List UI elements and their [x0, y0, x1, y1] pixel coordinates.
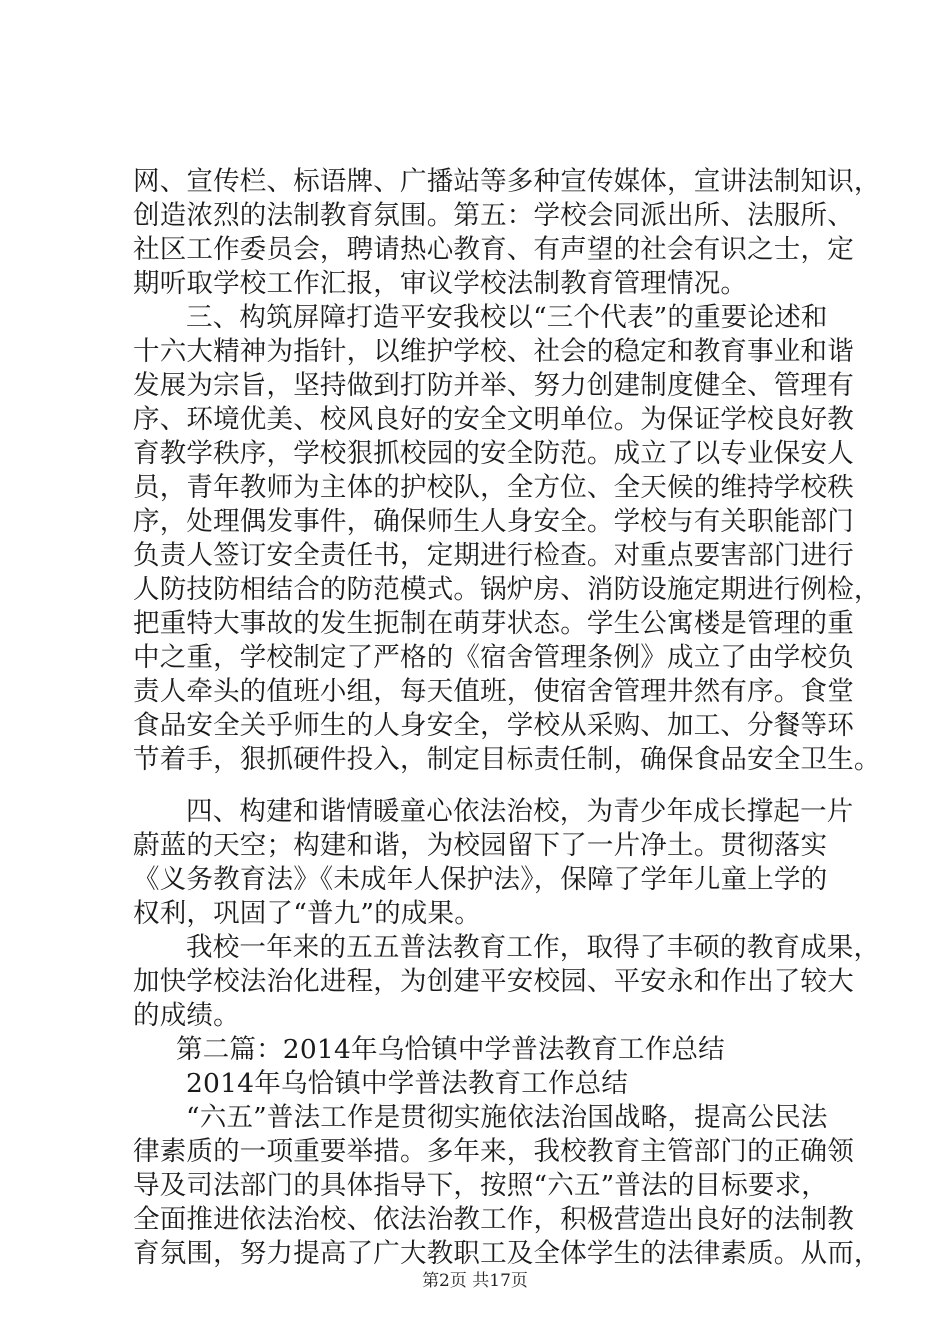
- text-line: 网、宣传栏、标语牌、广播站等多种宣传媒体，宣讲法制知识，: [133, 166, 881, 197]
- text-line: 期听取学校工作汇报，审议学校法制教育管理情况。: [133, 268, 748, 299]
- text-line: 节着手，狠抓硬件投入，制定目标责任制，确保食品安全卫生。: [133, 744, 881, 775]
- text-line: 我校一年来的五五普法教育工作，取得了丰硕的教育成果，: [186, 932, 881, 963]
- text-line: 四、构建和谐情暖童心依法治校，为青少年成长撑起一片: [186, 796, 854, 827]
- section-subheading: 2014年乌恰镇中学普法教育工作总结: [186, 1068, 629, 1099]
- text-line: “六五”普法工作是贯彻实施依法治国战略，提高公民法: [186, 1102, 828, 1133]
- text-line: 发展为宗旨，坚持做到打防并举、努力创建制度健全、管理有: [133, 370, 854, 401]
- text-line: 律素质的一项重要举措。多年来，我校教育主管部门的正确领: [133, 1136, 854, 1167]
- section-heading: 第二篇：2014年乌恰镇中学普法教育工作总结: [176, 1034, 725, 1065]
- text-line: 责人牵头的值班小组，每天值班，使宿舍管理井然有序。食堂: [133, 676, 854, 707]
- text-line: 中之重，学校制定了严格的《宿舍管理条例》成立了由学校负: [133, 642, 854, 673]
- text-line: 食品安全关乎师生的人身安全，学校从采购、加工、分餐等环: [133, 710, 854, 741]
- text-line: 育氛围，努力提高了广大教职工及全体学生的法律素质。从而，: [133, 1238, 881, 1269]
- text-line: 蔚蓝的天空；构建和谐，为校园留下了一片净土。贯彻落实: [133, 830, 828, 861]
- text-line: 权利，巩固了“普九”的成果。: [133, 898, 481, 929]
- text-line: 十六大精神为指针，以维护学校、社会的稳定和教育事业和谐: [133, 336, 854, 367]
- text-line: 创造浓烈的法制教育氛围。第五：学校会同派出所、法服所、: [133, 200, 854, 231]
- text-line: 加快学校法治化进程，为创建平安校园、平安永和作出了较大: [133, 966, 854, 997]
- text-line: 人防技防相结合的防范模式。锅炉房、消防设施定期进行例检，: [133, 574, 881, 605]
- text-line: 把重特大事故的发生扼制在萌芽状态。学生公寓楼是管理的重: [133, 608, 854, 639]
- text-line: 育教学秩序，学校狠抓校园的安全防范。成立了以专业保安人: [133, 438, 854, 469]
- text-line: 员，青年教师为主体的护校队，全方位、全天候的维持学校秩: [133, 472, 854, 503]
- text-line: 社区工作委员会，聘请热心教育、有声望的社会有识之士，定: [133, 234, 854, 265]
- text-line: 导及司法部门的具体指导下，按照“六五”普法的目标要求，: [133, 1170, 828, 1201]
- text-line: 的成绩。: [133, 1000, 240, 1031]
- text-line: 序、环境优美、校风良好的安全文明单位。为保证学校良好教: [133, 404, 854, 435]
- text-line: 三、构筑屏障打造平安我校以“三个代表”的重要论述和: [186, 302, 828, 333]
- text-line: 序，处理偶发事件，确保师生人身安全。学校与有关职能部门: [133, 506, 854, 537]
- page-number: 第2页 共17页: [422, 1271, 528, 1291]
- text-line: 全面推进依法治校、依法治教工作，积极营造出良好的法制教: [133, 1204, 854, 1235]
- text-line: 负责人签订安全责任书，定期进行检查。对重点要害部门进行: [133, 540, 854, 571]
- text-line: 《义务教育法》《未成年人保护法》，保障了学年儿童上学的: [133, 864, 828, 895]
